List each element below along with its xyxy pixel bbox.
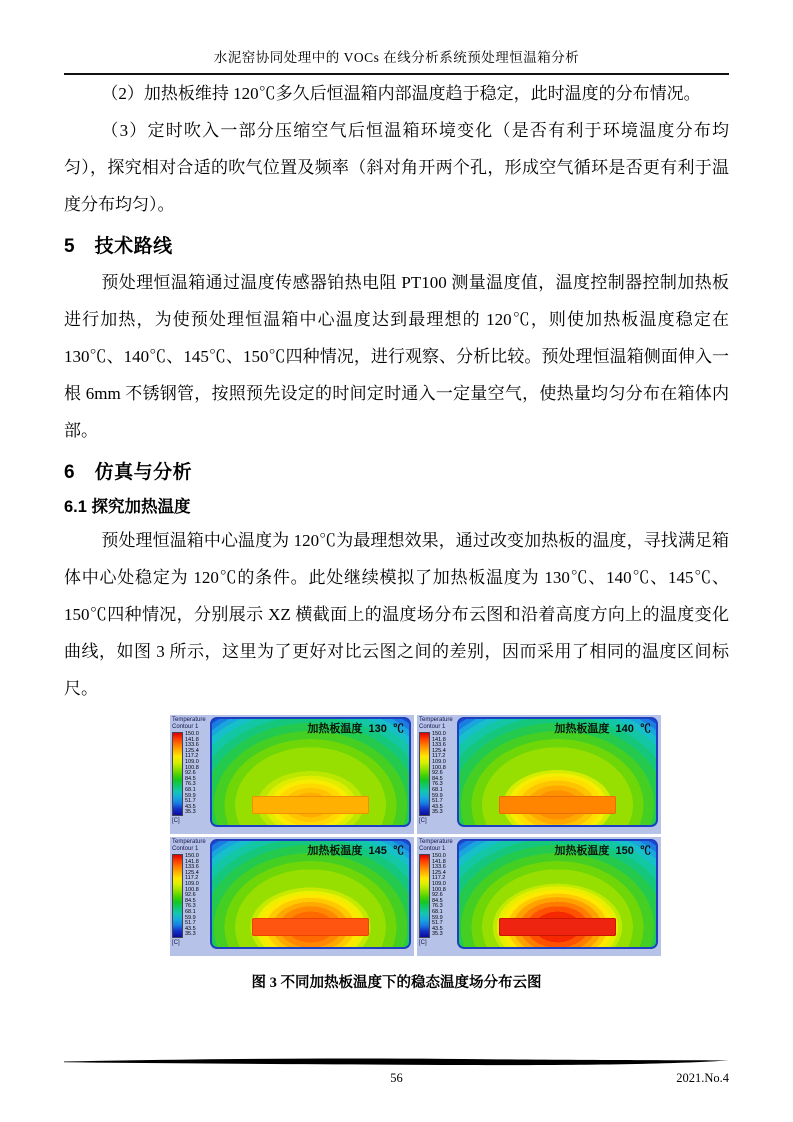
colorbar-tick-label: 100.8 — [185, 764, 199, 771]
figure-3 — [170, 715, 661, 956]
colorbar-tick-label: 150.0 — [185, 731, 199, 737]
legend-unit: [C] — [172, 940, 180, 946]
colorbar-tick-label: 117.2 — [432, 753, 446, 760]
paragraph-item-3: （3）定时吹入一部分压缩空气后恒温箱环境变化（是否有利于环境温度分布均匀），探究相对合适的吹气位置及频率（斜对角开两个孔，形成空气循环是否更有利于温度分布均匀）。 — [64, 121, 729, 214]
colorbar-tick-label: 43.5 — [185, 803, 196, 810]
colorbar-tick-label: 84.5 — [185, 775, 196, 782]
paragraph-section-6-1: 预处理恒温箱中心温度为 120℃为最理想效果，通过改变加热板的温度，寻找满足箱体中心处稳定为 120℃的条件。此处继续模拟了加热板温度为 130℃、140℃、145℃、150℃四种情况，分别展示 XZ 横截面上的温度场分布云图和沿着高度方向上的温度变化曲线，如图 3 所示，这里为了更好对比云图之间的差别，因而采用了相同的温度区间标尺。 — [64, 531, 729, 698]
colorbar-tick-label: 68.1 — [185, 786, 196, 793]
colorbar-tick-label: 117.2 — [432, 875, 446, 882]
heating-plate — [499, 918, 616, 936]
colorbar-tick-label: 109.0 — [185, 880, 199, 887]
colorbar-tick-label: 76.3 — [185, 781, 196, 788]
heating-plate — [252, 796, 369, 814]
paragraph-section-5: 预处理恒温箱通过温度传感器铂热电阻 PT100 测量温度值，温度控制器控制加热板进行加热，为使预处理恒温箱中心温度达到最理想的 120℃，则使加热板温度稳定在 130℃、140℃、145℃、150℃四种情况，进行观察、分析比较。预处理恒温箱侧面伸入一根 6mm 不锈钢管，按照预先设定的时间定时通入一定量空气，使热量均匀分布在箱体内部。 — [64, 273, 729, 440]
colorbar-tick-label: 68.1 — [185, 908, 196, 915]
colorbar-legend — [170, 715, 210, 834]
colorbar-tick-label: 150.0 — [432, 731, 446, 737]
colorbar-tick-label: 125.4 — [432, 869, 446, 876]
colorbar-tick-label: 43.5 — [185, 925, 196, 932]
colorbar-tick-label: 117.2 — [185, 753, 199, 760]
paragraph-item-2: （2）加热板维持 120℃多久后恒温箱内部温度趋于稳定，此时温度的分布情况。 — [101, 84, 701, 103]
section-heading-6: 6 仿真与分析 — [64, 462, 193, 483]
contour-plot-130c — [210, 717, 411, 827]
colorbar-tick-label: 117.2 — [185, 875, 199, 882]
colorbar-legend — [170, 837, 210, 956]
legend-title-line2: Contour 1 — [172, 845, 199, 852]
page-number: 56 — [390, 1071, 403, 1085]
colorbar-tick-label: 133.6 — [432, 742, 446, 749]
colorbar-tick-label: 68.1 — [432, 908, 443, 915]
colorbar-tick-label: 35.3 — [432, 931, 443, 938]
colorbar-tick-label: 92.6 — [185, 892, 196, 899]
page-footer — [64, 1057, 729, 1086]
colorbar-tick-label: 150.0 — [185, 853, 199, 859]
colorbar-legend — [417, 837, 457, 956]
colorbar-tick-label: 51.7 — [185, 920, 196, 927]
colorbar-tick-label: 43.5 — [432, 803, 443, 810]
colorbar-tick-label: 76.3 — [185, 903, 196, 910]
colorbar-tick-label: 35.3 — [185, 809, 196, 816]
colorbar-tick-label: 59.9 — [432, 914, 443, 921]
colorbar-tick-label: 141.8 — [185, 858, 199, 865]
legend-title-line2: Contour 1 — [172, 723, 199, 730]
legend-title-line2: Contour 1 — [419, 723, 446, 730]
legend-title-line1: Temperature — [172, 839, 206, 845]
legend-title-line2: Contour 1 — [419, 845, 446, 852]
colorbar-tick-label: 51.7 — [432, 920, 443, 927]
colorbar-tick-label: 100.8 — [185, 886, 199, 893]
panel-title: 加热板温度 150 ℃ — [554, 845, 651, 857]
legend-title-line1: Temperature — [419, 717, 453, 723]
colorbar-tick-label: 109.0 — [432, 758, 446, 765]
heating-plate — [499, 796, 616, 814]
section-heading-5: 5 技术路线 — [64, 236, 173, 257]
legend-unit: [C] — [172, 818, 180, 824]
colorbar — [172, 854, 183, 938]
colorbar-tick-label: 125.4 — [185, 747, 199, 754]
colorbar-tick-label: 141.8 — [432, 858, 446, 865]
colorbar — [419, 854, 430, 938]
legend-body — [419, 732, 457, 816]
section-heading-6-1: 6.1 探究加热温度 — [64, 498, 191, 516]
colorbar-tick-label: 35.3 — [432, 809, 443, 816]
legend-body — [172, 732, 210, 816]
colorbar-tick-label: 141.8 — [432, 736, 446, 743]
colorbar-tick-label: 92.6 — [185, 770, 196, 777]
colorbar-tick-label: 84.5 — [185, 897, 196, 904]
colorbar-legend — [417, 715, 457, 834]
footer-divider-bar — [64, 1057, 729, 1066]
colorbar-ticks — [432, 854, 446, 938]
contour-panel-130c — [170, 715, 414, 834]
legend-title-line1: Temperature — [172, 717, 206, 723]
contour-plot-150c — [457, 839, 658, 949]
colorbar-ticks — [432, 732, 446, 816]
panel-title: 加热板温度 130 ℃ — [307, 723, 404, 735]
issue-number: 2021.No.4 — [676, 1071, 729, 1085]
colorbar-tick-label: 133.6 — [432, 864, 446, 871]
colorbar — [172, 732, 183, 816]
legend-unit: [C] — [419, 940, 427, 946]
colorbar-tick-label: 109.0 — [185, 758, 199, 765]
colorbar — [419, 732, 430, 816]
colorbar-tick-label: 100.8 — [432, 886, 446, 893]
colorbar-tick-label: 109.0 — [432, 880, 446, 887]
colorbar-tick-label: 125.4 — [432, 747, 446, 754]
colorbar-tick-label: 133.6 — [185, 864, 199, 871]
footer-text-row — [64, 1071, 729, 1086]
colorbar-tick-label: 92.6 — [432, 892, 443, 899]
colorbar-tick-label: 59.9 — [185, 792, 196, 799]
body-text — [64, 75, 729, 707]
running-header: 水泥窑协同处理中的 VOCs 在线分析系统预处理恒温箱分析 — [64, 46, 729, 75]
colorbar-ticks — [185, 732, 199, 816]
contour-panel-150c — [417, 837, 661, 956]
colorbar-ticks — [185, 854, 199, 938]
colorbar-tick-label: 100.8 — [432, 764, 446, 771]
colorbar-tick-label: 84.5 — [432, 775, 443, 782]
figure-caption: 图 3 不同加热板温度下的稳态温度场分布云图 — [251, 975, 542, 991]
colorbar-tick-label: 51.7 — [432, 798, 443, 805]
legend-body — [419, 854, 457, 938]
colorbar-tick-label: 43.5 — [432, 925, 443, 932]
contour-panel-145c — [170, 837, 414, 956]
colorbar-tick-label: 92.6 — [432, 770, 443, 777]
legend-title-line1: Temperature — [419, 839, 453, 845]
contour-grid — [170, 715, 661, 956]
colorbar-tick-label: 59.9 — [432, 792, 443, 799]
colorbar-tick-label: 84.5 — [432, 897, 443, 904]
heating-plate — [252, 918, 369, 936]
legend-body — [172, 854, 210, 938]
legend-unit: [C] — [419, 818, 427, 824]
colorbar-tick-label: 76.3 — [432, 903, 443, 910]
contour-plot-140c — [457, 717, 658, 827]
panel-title: 加热板温度 145 ℃ — [307, 845, 404, 857]
colorbar-tick-label: 59.9 — [185, 914, 196, 921]
panel-title: 加热板温度 140 ℃ — [554, 723, 651, 735]
colorbar-tick-label: 133.6 — [185, 742, 199, 749]
colorbar-tick-label: 150.0 — [432, 853, 446, 859]
colorbar-tick-label: 51.7 — [185, 798, 196, 805]
contour-panel-140c — [417, 715, 661, 834]
colorbar-tick-label: 68.1 — [432, 786, 443, 793]
colorbar-tick-label: 125.4 — [185, 869, 199, 876]
contour-plot-145c — [210, 839, 411, 949]
colorbar-tick-label: 76.3 — [432, 781, 443, 788]
colorbar-tick-label: 141.8 — [185, 736, 199, 743]
colorbar-tick-label: 35.3 — [185, 931, 196, 938]
